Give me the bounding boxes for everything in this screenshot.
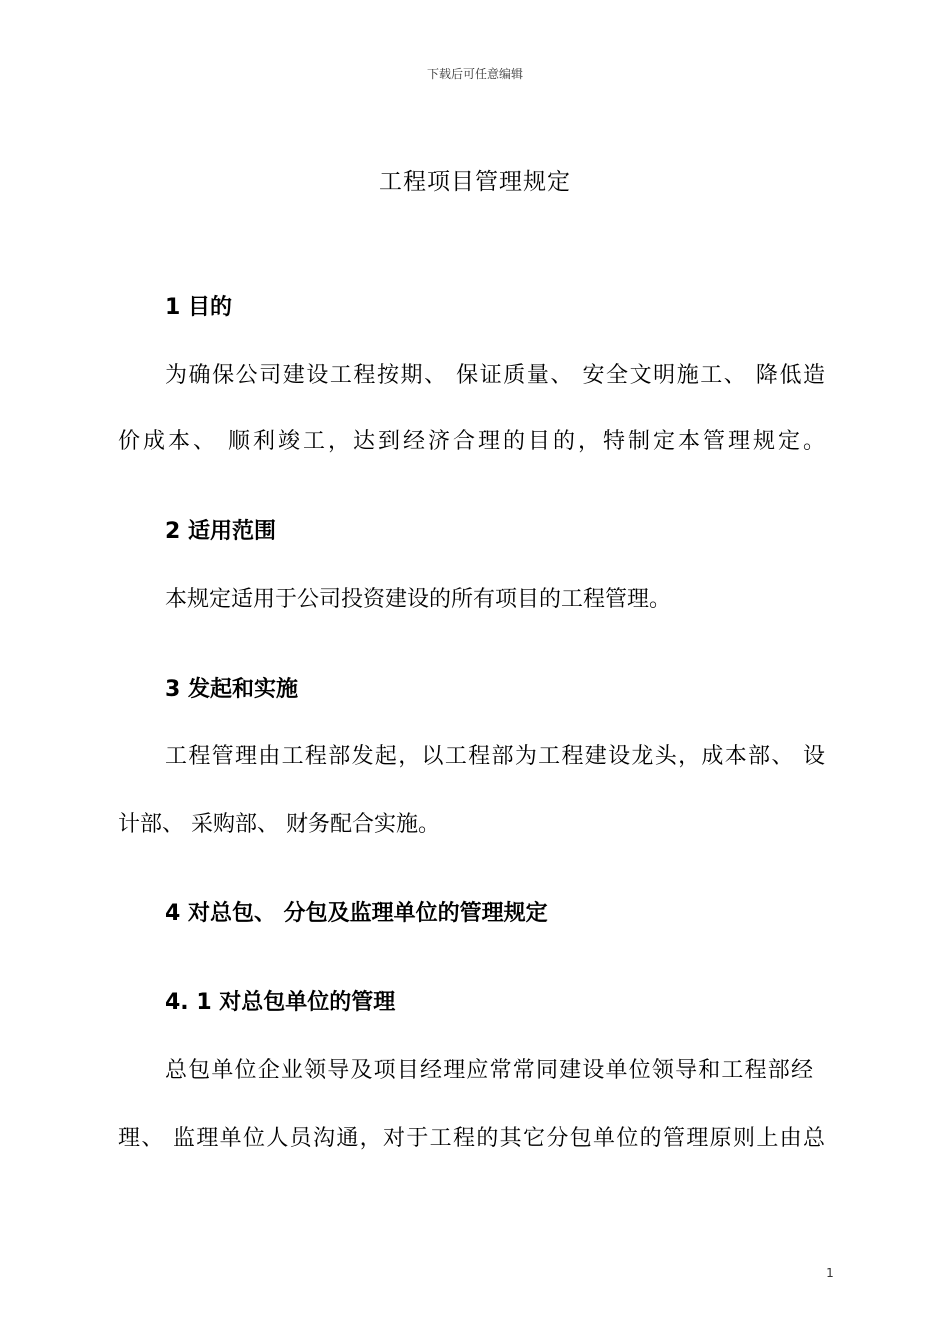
paragraph-line: 为确保公司建设工程按期、 保证质量、 安全文明施工、 降低造 xyxy=(165,363,825,388)
section-heading-scope: 2 适用范围 xyxy=(165,519,276,544)
section-heading-contractors: 4 对总包、 分包及监理单位的管理规定 xyxy=(165,901,548,926)
page-number: 1 xyxy=(826,1266,834,1280)
page-header: 下载后可任意编辑 xyxy=(426,67,523,81)
paragraph-line: 理、 监理单位人员沟通，对于工程的其它分包单位的管理原则上由总 xyxy=(118,1126,825,1151)
document-title: 工程项目管理规定 xyxy=(379,169,571,195)
paragraph-line: 总包单位企业领导及项目经理应常常同建设单位领导和工程部经 xyxy=(165,1058,813,1083)
subsection-heading-general-contractor: 4. 1 对总包单位的管理 xyxy=(165,990,396,1015)
section-heading-purpose: 1 目的 xyxy=(165,295,232,320)
paragraph-line: 计部、 采购部、 财务配合实施。 xyxy=(118,812,440,837)
section-heading-initiation: 3 发起和实施 xyxy=(165,677,298,702)
paragraph-line: 价成本、 顺利竣工，达到经济合理的目的，特制定本管理规定。 xyxy=(118,429,825,454)
paragraph-line: 工程管理由工程部发起，以工程部为工程建设龙头，成本部、 设 xyxy=(165,744,825,769)
paragraph-line: 本规定适用于公司投资建设的所有项目的工程管理。 xyxy=(165,587,672,612)
